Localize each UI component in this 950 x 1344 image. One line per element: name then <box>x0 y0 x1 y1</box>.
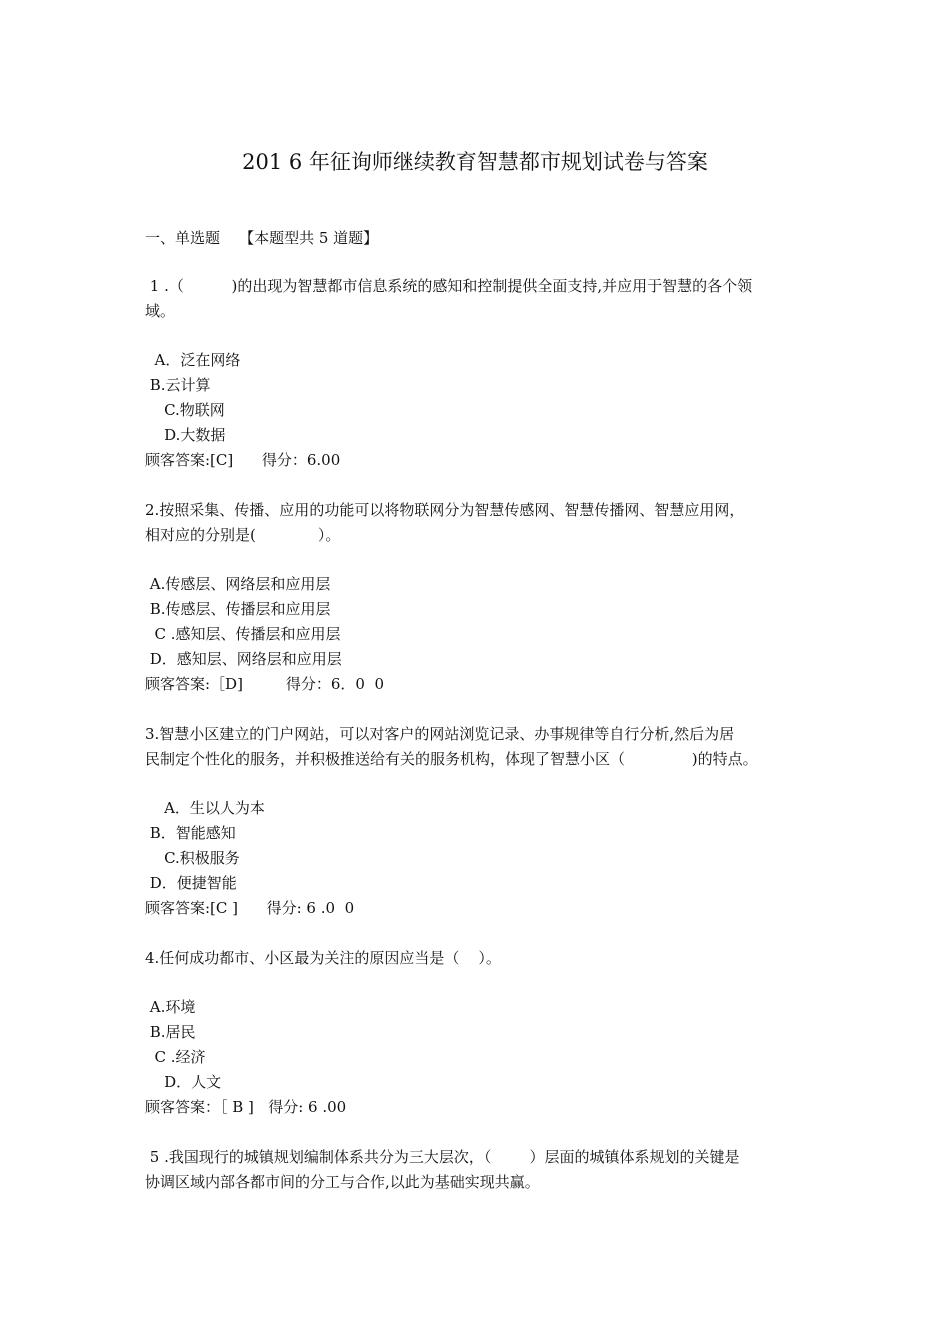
question-4-stem-line-1: 4.任何成功都市、小区最为关注的原因应当是（ ）。 <box>145 949 501 967</box>
question-4-option-a: A.环境 <box>145 998 196 1016</box>
question-1-option-c: C.物联网 <box>145 401 225 419</box>
question-3-option-d: D．便捷智能 <box>145 874 237 892</box>
question-1-answer: 顾客答案:[C] 得分：6.00 <box>145 451 341 469</box>
question-4-option-b: B.居民 <box>145 1023 196 1041</box>
question-2-option-b: B.传感层、传播层和应用层 <box>145 600 331 618</box>
question-3-option-a: A．生以人为本 <box>145 799 265 817</box>
question-4-answer: 顾客答案：［ B ] 得分: 6 .00 <box>145 1098 347 1116</box>
question-1-stem-line-2: 域。 <box>145 302 176 320</box>
question-3-option-c: C.积极服务 <box>145 849 240 867</box>
question-2-stem-line-1: 2.按照采集、传播、应用的功能可以将物联网分为智慧传感网、智慧传播网、智慧应用网， <box>145 501 745 519</box>
question-1-option-b: B.云计算 <box>145 376 211 394</box>
question-2-stem-line-2: 相对应的分别是( ）。 <box>145 526 341 544</box>
question-2-answer: 顾客答案:［D] 得分：6．0 0 <box>145 675 385 693</box>
question-4-option-d: D．人文 <box>145 1073 222 1091</box>
question-4-option-c: C .经济 <box>145 1048 206 1066</box>
question-5-stem-line-1: 5 .我国现行的城镇规划编制体系共分为三大层次，（ ）层面的城镇体系规划的关键是 <box>145 1148 740 1166</box>
question-5-stem-line-2: 协调区域内部各都市间的分工与合作,以此为基础实现共赢。 <box>145 1173 540 1191</box>
question-1-stem-line-1: 1 .（ )的出现为智慧都市信息系统的感知和控制提供全面支持,并应用于智慧的各个领 <box>145 277 753 295</box>
document-title: 201 6 年征询师继续教育智慧都市规划试卷与答案 <box>242 150 708 174</box>
question-3-stem-line-1: 3.智慧小区建立的门户网站，可以对客户的网站浏览记录、办事规律等自行分析,然后为居 <box>145 725 735 743</box>
question-1-option-a: A．泛在网络 <box>145 351 241 369</box>
section-header: 一、单选题 【本题型共 5 道题】 <box>145 229 379 247</box>
question-3-answer: 顾客答案:[C ] 得分: 6 .0 0 <box>145 899 355 917</box>
question-1-option-d: D.大数据 <box>145 426 226 444</box>
question-2-option-a: A.传感层、网络层和应用层 <box>145 575 331 593</box>
question-3-stem-line-2: 民制定个性化的服务，并积极推送给有关的服务机构，体现了智慧小区（ )的特点。 <box>145 750 758 768</box>
question-3-option-b: B．智能感知 <box>145 824 236 842</box>
question-2-option-d: D．感知层、网络层和应用层 <box>145 650 342 668</box>
question-2-option-c: C .感知层、传播层和应用层 <box>145 625 341 643</box>
